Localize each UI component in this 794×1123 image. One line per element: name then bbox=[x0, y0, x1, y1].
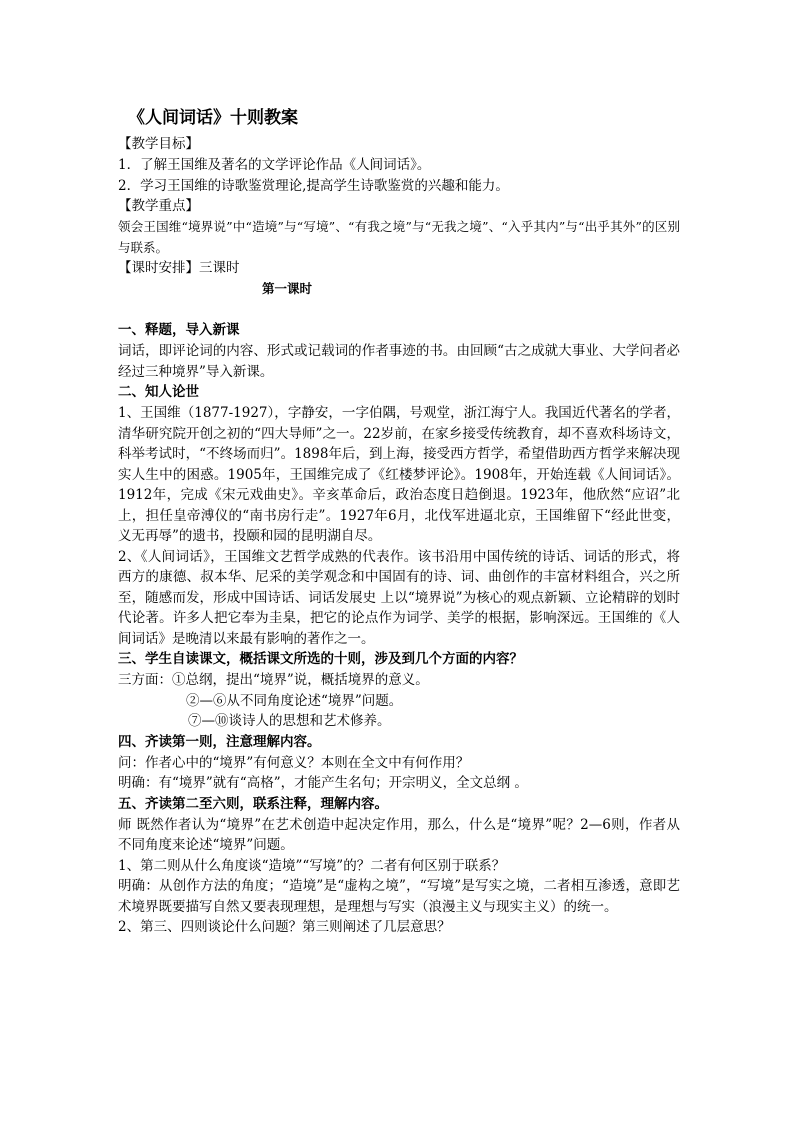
section-2-paragraph-1: 1、王国维（1877-1927），字静安，一字伯隅，号观堂，浙江海宁人。我国近代著名的学者，清华研究院开创之初的“四大导师”之一。22岁前，在家乡接受传统教育，却不喜欢科场诗文，科举考试时，“不终场而归”。1898年后，到上海，接受西方哲学，希望借助西方哲学来解决现实人生中的困惑。1905年，王国维完成了《红楼梦评论》。1908年，开始连载《人间词话》。1912年，完成《宋元戏曲史》。辛亥革命后，政治态度日趋倒退。1923年，他欣然“应诏”北上，担任皇帝溥仪的“南书房行走”。1927年6月，北伐军进逼北京，王国维留下“经此世变，义无再辱”的遗书，投颐和园的昆明湖自尽。 bbox=[118, 405, 680, 544]
section-2-paragraph-2: 2、《人间词话》，王国维文艺哲学成熟的代表作。该书沿用中国传统的诗话、词话的形式，将西方的康德、叔本华、尼采的美学观念和中国固有的诗、词、曲创作的丰富材料组合，兴之所至，随感而发，形成中国诗话、词话发展史 上以“境界说”为核心的观点新颖、立论精辟的划时代论著。许多人把它奉为圭臬，把它的论点作为词学、美学的根据，影响深远。王国维的《人间词话》是晚清以来最有影响的著作之一。 bbox=[118, 548, 680, 647]
section-3-line-3: ⑦—⑩谈诗人的思想和艺术修养。 bbox=[188, 713, 391, 729]
section-3-line-1: 三方面：①总纲，提出“境界”说，概括境界的意义。 bbox=[118, 672, 429, 688]
document-title: 《人间词话》十则教案 bbox=[128, 108, 298, 128]
section-4-heading: 四、齐读第一则，注意理解内容。 bbox=[118, 733, 321, 750]
document-body bbox=[118, 104, 680, 938]
objective-1: 1．了解王国维及著名的文学评论作品《人间词话》。 bbox=[118, 157, 431, 173]
section-5-heading: 五、齐读第二至六则，联系注释，理解内容。 bbox=[118, 795, 388, 812]
objective-2: 2．学习王国维的诗歌鉴赏理论,提高学生诗歌鉴赏的兴趣和能力。 bbox=[118, 177, 509, 194]
section-4-question: 问：作者心中的“境界”有何意义？本则在全文中有何作用？ bbox=[118, 754, 470, 771]
objectives-label: 【教学目标】 bbox=[118, 136, 199, 152]
section-5-answer-1: 明确：从创作方法的角度；“造境”是“虚构之境”，“写境”是写实之境，二者相互渗透，意即艺术境界既要描写自然又要表现理想，是理想与写实（浪漫主义与现实主义）的统一。 bbox=[118, 878, 680, 915]
section-5-paragraph-1: 师 既然作者认为“境界”在艺术创造中起决定作用，那么，什么是“境界”呢？2—6则，作者从不同角度来论述“境界”问题。 bbox=[118, 816, 680, 853]
section-1-heading: 一、释题，导入新课 bbox=[118, 322, 240, 338]
keypoints-text: 领会王国维“境界说”中“造境”与“写境”、“有我之境”与“无我之境”、“入乎其内”与“出乎其外”的区别与联系。 bbox=[118, 219, 680, 255]
section-1-text: 词话，即评论词的内容、形式或记载词的作者事迹的书。由回顾“古之成就大事业、大学问者必经过三种境界”导入新课。 bbox=[118, 343, 680, 380]
section-3-line-2: ②—⑥从不同角度论述“境界”问题。 bbox=[186, 692, 403, 709]
spacer bbox=[118, 299, 680, 320]
section-5-question-1: 1、第二则从什么角度谈“造境”“写境”的？二者有何区别于联系？ bbox=[118, 857, 506, 874]
lesson-heading: 第一课时 bbox=[262, 281, 313, 296]
schedule-label: 【课时安排】三课时 bbox=[118, 260, 240, 276]
section-5-question-2: 2、第三、四则谈论什么问题？第三则阐述了几层意思？ bbox=[118, 919, 451, 935]
section-4-answer: 明确：有“境界”就有“高格”，才能产生名句；开宗明义，全文总纲 。 bbox=[118, 775, 528, 791]
section-3-heading: 三、学生自读课文，概括课文所选的十则，涉及到几个方面的内容？ bbox=[118, 651, 523, 667]
keypoints-label: 【教学重点】 bbox=[118, 198, 199, 214]
section-2-heading: 二、知人论世 bbox=[118, 384, 199, 400]
